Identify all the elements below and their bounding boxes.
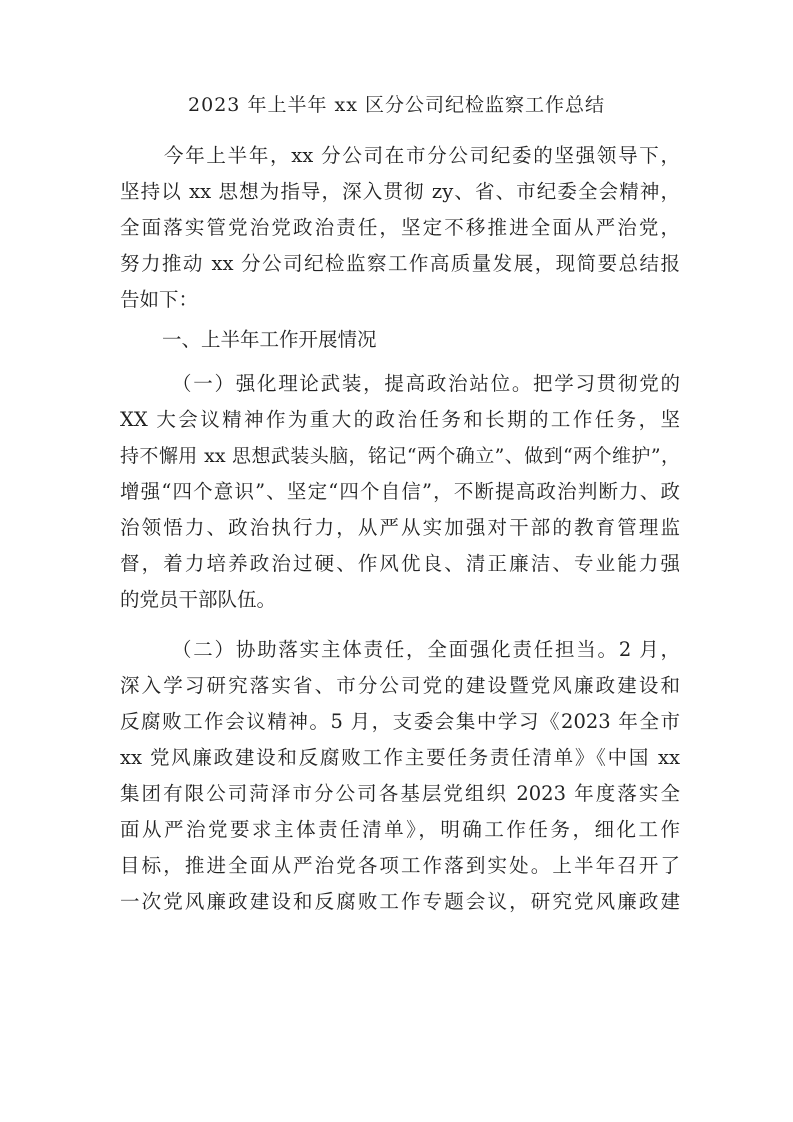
document-title: 2023 年上半年 xx 区分公司纪检监察工作总结 [188, 94, 605, 116]
paragraph-line: xx 党风廉政建设和反腐败工作主要任务责任清单》《中国 xx [120, 746, 680, 769]
paragraph-line: 持不懈用 xx 思想武装头脑，铭记“两个确立”、做到“两个维护”， [120, 445, 680, 467]
paragraph-line: 努力推动 xx 分公司纪检监察工作高质量发展，现简要总结报 [120, 252, 680, 275]
section-heading: 一、上半年工作开展情况 [162, 328, 377, 351]
paragraph-line: 告如下： [120, 288, 199, 311]
paragraph-line: （二）协助落实主体责任，全面强化责任担当。2 月， [172, 638, 680, 661]
paragraph-line: XX 大会议精神作为重大的政治任务和长期的工作任务，坚 [120, 408, 680, 431]
paragraph-line: 增强“四个意识”、坚定“四个自信”，不断提高政治判断力、政 [120, 480, 680, 503]
paragraph-line: 的党员干部队伍。 [120, 588, 277, 611]
paragraph-line: 坚持以 xx 思想为指导，深入贯彻 zy、省、市纪委全会精神， [120, 180, 680, 203]
paragraph-line: 一次党风廉政建设和反腐败工作专题会议，研究党风廉政建 [120, 890, 680, 913]
paragraph-line: 反腐败工作会议精神。5 月，支委会集中学习《2023 年全市 [120, 710, 680, 733]
paragraph-line: （一）强化理论武装，提高政治站位。把学习贯彻党的 [172, 372, 680, 395]
paragraph-line: 督，着力培养政治过硬、作风优良、清正廉洁、专业能力强 [120, 552, 680, 575]
paragraph-line: 今年上半年，xx 分公司在市分公司纪委的坚强领导下， [164, 144, 680, 167]
paragraph-line: 面从严治党要求主体责任清单》，明确工作任务，细化工作 [120, 818, 680, 841]
paragraph-line: 全面落实管党治党政治责任，坚定不移推进全面从严治党， [120, 216, 680, 239]
paragraph-line: 治领悟力、政治执行力，从严从实加强对干部的教育管理监 [120, 516, 680, 539]
paragraph-line: 深入学习研究落实省、市分公司党的建设暨党风廉政建设和 [120, 674, 680, 697]
paragraph-line: 目标，推进全面从严治党各项工作落到实处。上半年召开了 [120, 854, 680, 877]
paragraph-line: 集团有限公司菏泽市分公司各基层党组织 2023 年度落实全 [120, 782, 680, 805]
